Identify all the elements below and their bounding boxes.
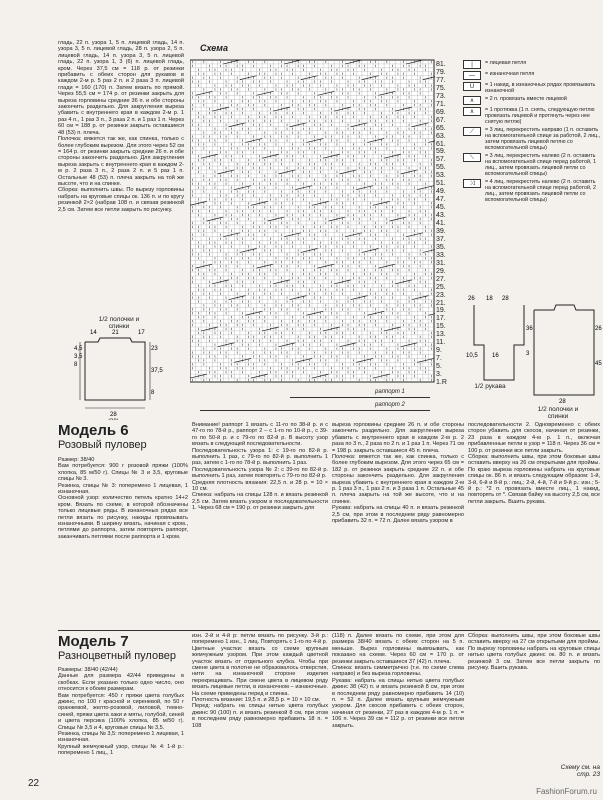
row-number: 9. — [436, 347, 442, 355]
paragraph: последовательности 2. Одновременно с обеих сторон убавить для скосов, начиная от резинки, 23 раза в каждом 4-м р. 1 п., включая прибавленные петли в узор = 118 п. Через 36 см = 100 р. от резинки все петли закрыть. — [468, 422, 600, 454]
legend-item — [463, 107, 601, 125]
dim-label: 3 — [526, 351, 530, 357]
text-column-d — [468, 422, 600, 505]
row-number: 55. — [436, 164, 446, 172]
paragraph: Цветные участки: вязать со схеме крупным жемчужным узором. При этом каждый цветной участок вязать от отдельного клубка. Чтобы при смене цвета в полотне не образовалось отверстия, нити на изнаночной стороне изделия перекрещивать. При смене цвета в лицевом ряду вязать лицевые петли, в изнаночном – изнаночные. На схеме приведены перед и спинка. — [192, 645, 328, 697]
row-number: 43. — [436, 212, 446, 220]
dim-label: 17 — [138, 330, 145, 336]
paragraph: изн. 2-й и 4-й р: петли вязать по рисунку. 3-й р.: поперемено 1 изн., 1 лиц. Повторять с 1-го по 4-й р. — [192, 633, 328, 646]
legend-symbol-icon: ⟋ — [463, 127, 481, 136]
legend-item — [463, 71, 601, 80]
paragraph: Последовательность узора № 2: с 39-го по 82-й р. выполнить 1 раз, затем повторять с 79-го по 82-й р. — [192, 466, 328, 480]
row-number: 77. — [436, 76, 446, 84]
legend-item — [463, 179, 601, 203]
paragraph: Плотность вязания: 19,5 п. и 28,5 р. = 10 × 10 см. — [192, 697, 321, 704]
model6-text-column — [58, 457, 188, 540]
row-number: 13. — [436, 331, 446, 339]
dim-label: 3,5 — [74, 354, 83, 360]
row-number: 11. — [436, 339, 446, 347]
dim-label: 37,5 — [151, 368, 163, 374]
raport-1-label: раппорт 1 — [375, 389, 405, 395]
paragraph: Вам потребуется: 450 г пряжи цвета голубых джинс, по 100 г красной и сиреневой, по 50 г оранжевой, желто-розовой, лиловой, темно-синей, пряжи цвета хаки и мяты, голубой, синей и цвета персика (100% хлопка, 85 м/50 г). Спицы № 3,5 и 4, круговые спицы № 3,5. — [58, 692, 184, 731]
dim-label: 10,5 — [466, 353, 478, 359]
text-column-e — [192, 633, 328, 729]
paragraph: Внимание! раппорт 1 вязать с 11-го по 38-й р. и с 47-го по 78-й р., раппорт 2 – с 1-го по 10-й р., с 39-го по 50-й р. и с 79-го по 82-й р. В высоту узор вязать в следующей последовательности. — [192, 422, 328, 448]
watermark: FashionForum.ru — [536, 787, 597, 796]
row-number: 79. — [436, 68, 446, 76]
model7-text-column — [58, 667, 184, 757]
row-number: 61. — [436, 140, 446, 148]
row-number: 23. — [436, 291, 446, 299]
dim-label: 28 — [502, 296, 509, 302]
dim-label: 4,5 — [74, 346, 83, 352]
dim-label — [108, 419, 119, 420]
row-number: 39. — [436, 227, 446, 235]
raport-2-line — [200, 410, 430, 411]
legend-symbol-icon: U — [463, 82, 481, 91]
legend-text: = 2 п. провязать вместе лицевой — [485, 96, 567, 102]
dim-label: 16 — [492, 353, 499, 359]
legend-text: = 1 накид, в изнаночных рядах провязывать изнаночной — [485, 82, 596, 94]
legend-symbol-icon: ∧ — [463, 107, 481, 116]
paragraph: Сборка: выполнить швы, при этом боковые швы оставить вверху на 26 см открытыми для проймы. По краю выреза горловины набрать на круговые спицы ок. 86 п. и вязать следующим образом: 1-й, 3-й, 6-й и 8-й р.: лиц.; 2-й, 4-й, 7-й и 9-й р.: изн.; 5-й р.: *2 п. провязать вместе лиц., 1 накид, повторять от *. Связав байку на высоту 2,5 см, все петли закрыть. Вшить рукава. — [468, 454, 600, 505]
paragraph: выреза горловины средние 26 п. и обе стороны закончить раздельно. Для закругления выреза убавить с внутреннего края в каждом 2-м р. 2 раза по 3 п., 2 раза по 2 п. и 1 раз 1 п. Через 71 см = 198 р. закрыть оставшиеся 45 п. плеча. — [332, 422, 464, 454]
legend-text: = 1 протяжка (1 п. снять, следующую петлю провязать лицевой и протянуть через нее снятую петлю) — [485, 107, 595, 125]
dim-label: 36 — [526, 326, 533, 332]
row-number: 41. — [436, 220, 446, 227]
paragraph: Спинка: набрать на спицы 128 п. и вязать резинкой 2,5 см. Затем вязать узором в последовательности 1. Через 68 см = 190 р. от резинки закрыть для — [192, 492, 328, 512]
row-number: 71. — [436, 100, 446, 108]
legend-text: = 3 лиц. перекрестить налево (2 п. оставить на вспомогательной спице перед работой, 1 лиц., затем провязать лицевой петли со вспомогательной спицы) — [485, 153, 596, 177]
raport-2-label: раппорт 2 — [375, 402, 405, 408]
schematic-sleeve — [464, 285, 602, 420]
row-number: 17. — [436, 315, 446, 323]
row-number: 29. — [436, 267, 446, 275]
dim-label: 28 — [110, 412, 117, 418]
dim-label: 18 — [486, 296, 493, 302]
row-number: 33. — [436, 251, 446, 259]
chart-legend — [463, 60, 601, 205]
paragraph: Вам потребуется: 900 г розовой пряжи (100% хлопка, 85 м/50 г). Спицы № 3 и 3,5, круговые спицы № 3. — [58, 463, 188, 483]
row-number: 59. — [436, 148, 446, 156]
chart-title: Схема — [200, 43, 228, 53]
dim-label: 23 — [151, 346, 158, 352]
legend-item — [463, 127, 601, 151]
schematic-front-back — [60, 320, 190, 420]
paragraph: Перед: набрать на спицы нитью цвета голубых джинс 90 (100) п. и вязать резинкой 8 см, при этом в последнем ряду равномерно прибавить 18 п. = 108 — [192, 703, 328, 729]
legend-symbol-icon: — — [463, 71, 481, 80]
text-column-c — [332, 422, 464, 525]
paragraph: (118) п. Далее вязать по схеме, при этом для размера 38/40 вязать с обеих сторон на 5 п. меньше. Вырез горловины вывязывать, как показано на схеме. Через 60 см = 170 р. от резинки закрыть оставшиеся 37 (42) п. плеча. — [332, 633, 464, 665]
row-number: 5. — [436, 363, 442, 371]
dim-label: 14 — [90, 330, 97, 336]
text-column-b — [192, 422, 328, 512]
paragraph: Рукава: набрать на спицы 40 п. и вязать резинкой 2,5 см, при этом в последнем ряду равномерно прибавить 32 п. = 72 п. Далее вязать узором в — [332, 505, 464, 525]
row-number: 21. — [436, 299, 446, 307]
dim-label: 26 — [468, 296, 475, 302]
row-number: 73. — [436, 92, 446, 100]
legend-symbol-icon: | — [463, 60, 481, 69]
text-column-g — [468, 633, 600, 671]
row-number: 49. — [436, 188, 446, 196]
paragraph: Сборка: выполнить швы. По вырезу горловины набрать на круговые спицы ок. 136 п. и по кругу резинкой 2×2 (набрав 108 п. и связав резинкой 2,5 см. Затем все петли закрыть по рисунку. — [58, 187, 184, 213]
row-number: 19. — [436, 307, 446, 315]
legend-text: = 3 лиц. перекрестить направо (1 п. оставить на вспомогательной спице за работой, 2 лиц., затем провязать лицевой петлю со вспомогательной спицы) — [485, 127, 601, 151]
dim-label: 21 — [112, 330, 119, 336]
row-number: 1.R — [436, 379, 447, 386]
paragraph: Основной узор: количество петель кратно 14+2 кром. Вязать по схеме, в которой обозначены только лицевые ряды. В изнаночных рядах все петли вязать по рисунку, накиды провязывать изнаночными. В ширину вязать, начиная с кром., петлями до раппорта, затем повторять раппорт, заканчивать петлями после раппорта и 1 кром. — [58, 495, 188, 540]
row-number: 25. — [436, 283, 446, 291]
section-divider — [58, 630, 600, 631]
legend-text: = 4 лиц. перекрестить налево (2 п. оставить на вспомогательной спице перед работой, 2 лиц., затем провязать лицевой петли со вспомогательной спицы) — [485, 179, 596, 203]
chart-reference-note: Схему см. на стр. 23 — [560, 764, 600, 778]
paragraph: Полочка: вяжется так же, как спинка, только с более глубоким вырезом. Для этого через 52 см = 164 р. от резинки закрыть средние 26 п. и обе стороны закончить раздельно. Для закругления выреза закрыть с внутреннего края в каждом 2-м р. 2 раза 3 п., 2 раза 2 п. и 5 раз 1 п. Остальные 48 (53) п. плеча закрыть на той же высоте, что и на спинке. — [58, 136, 184, 187]
paragraph: Размер: 38/40 — [58, 457, 95, 463]
legend-symbol-icon: ∧ — [463, 96, 481, 105]
diagram2-sleeve-label: 1/2 рукава — [474, 383, 506, 390]
row-number: 57. — [436, 156, 446, 164]
text-column-top-left — [58, 40, 184, 213]
dim-label: 28 — [559, 399, 566, 405]
row-number: 27. — [436, 275, 446, 283]
paragraph: Рукава: набрать на спицы нитью цвета голубых джинс 38 (42) п. и вязать резинкой 8 см, при этом в последнем ряду равномерно прибавить 14 (10) п. = 52 п. Далее вязать крупным жемчужным узором. Для скосов прибавить с обеих сторон, начиная от резинки, 27 раз в каждом 4-м р. 1 п. = 106 п. Через 39 см = 112 р. от резинки все петли закрыть. — [332, 677, 464, 729]
legend-item — [463, 60, 601, 69]
row-number: 51. — [436, 180, 446, 188]
row-number: 81. — [436, 61, 446, 68]
paragraph: Резинка, спицы № 3,5: поперемено 1 лицевая, 1 изнаночная. — [58, 731, 184, 744]
row-number: 67. — [436, 116, 446, 124]
paragraph: Спинка: вязать симметрично (т.е. по схеме слева направо) и без выреза горловины. — [332, 665, 464, 678]
model7-title: Модель 7 — [58, 633, 129, 650]
paragraph: Резинка, спицы № 3: поперемено 1 лицевая, 1 изнаночная. — [58, 482, 188, 496]
legend-item — [463, 153, 601, 177]
raport-1-line — [290, 397, 430, 398]
row-number: 47. — [436, 196, 446, 204]
row-number: 75. — [436, 84, 446, 92]
paragraph: Крупный жемчужный узор, спицы № 4: 1-й р.: поперемено 1 лиц., 1 — [58, 743, 184, 757]
model6-title: Модель 6 — [58, 422, 129, 439]
text-column-f — [332, 633, 464, 729]
model7-subtitle: Разноцветный пуловер — [58, 650, 177, 662]
row-number: 37. — [436, 235, 446, 243]
dim-label: 8 — [74, 362, 78, 368]
paragraph: Размеры: 38/40 (42/44) — [58, 667, 118, 673]
legend-symbol-icon: ⤨ — [463, 179, 481, 188]
legend-text: = лицевая петля — [485, 60, 527, 66]
diagram2-back-label: 1/2 полочки и спинки — [537, 406, 579, 420]
dim-label: 8 — [151, 390, 155, 396]
row-number: 15. — [436, 323, 446, 331]
row-number: 31. — [436, 259, 446, 267]
dim-label: 26 — [595, 326, 602, 332]
legend-item — [463, 82, 601, 94]
row-number: 63. — [436, 132, 446, 140]
legend-symbol-icon: ⟍ — [463, 153, 481, 162]
row-number: 53. — [436, 172, 446, 180]
row-number: 69. — [436, 108, 446, 116]
paragraph: Сборка: выполнить швы, при этом боковые швы оставить вверху на 27 см открытыми для проймы. По вырезу горловины набрать на круговые спицы нитью цвета голубых джинс ок. 80 п. и вязать резинкой 3 см. Затем все петли закрыть по рисунку. Вшить рукава. — [468, 633, 600, 672]
row-number: 35. — [436, 243, 446, 251]
paragraph: Средняя плотность вязания: 22,5 п. и 28 р. = 10 × 10 см. — [192, 479, 328, 493]
legend-item — [463, 96, 601, 105]
knitting-chart — [190, 48, 435, 383]
page-number: 22 — [28, 778, 40, 789]
row-number: 45. — [436, 204, 446, 212]
legend-text: = изнаночная петля — [485, 71, 535, 77]
row-number: 65. — [436, 124, 446, 132]
paragraph: гладь, 22 п. узора 1, 5 п. лицевой гладь, 14 п. узора 3, 5 п. лицевой гладь, 28 п. узора 2, 5 п. лицевой гладь, 14 п. узора 3, 5 п. лицевой гладь, 22 п. узора 1, 3 (6) п. лицевой гладь, кром. Через 37,5 см = 118 р. от резинки прибавить с обеих сторон для рукавов в каждом 2-м р. 5 раз 2 п. и 2 раза 3 п. лицевой глади = 160 (170) п. Затем вязать по прямой. Через 55,5 см = 174 р. от резинки закрыть для выреза горловины средние 36 п. и обе стороны закончить раздельно. Для закругления выреза убавить с внутреннего края в каждом 2-м р. 1 раз 4 п., 1 раз 3 п., 3 раза 2 п. и 1 раз 1 п. Через 60 см = 188 р. от резинки закрыть оставшиеся 48 (53) п. плеча. — [58, 40, 184, 136]
model6-subtitle: Розовый пуловер — [58, 439, 147, 451]
diagram1-label: 1/2 полочки и спинки — [98, 316, 140, 330]
paragraph: Последовательность узора 1: с 19-го по 82-й р. выполнить 1 раз, с 79-го по 82-й р. выполнить 1 раз, затем с 1-го по 78-й р. выполнить 1 раз. — [192, 447, 328, 467]
paragraph: Полочка: вяжется так же, как спинка, только с более глубоким вырезом. Для этого через 65 см = 182 р. от резинки закрыть средние 22 п. и обе стороны закончить раздельно. Для закругления выреза убавить с внутреннего края в каждом 2-м р. 1 раз 3 п., 1 раз 2 п. и 3 раза 1 п. Остальные 45 п. плеча закрыть на той же высоте, что и на спинке. — [332, 454, 464, 505]
row-number: 7. — [436, 355, 442, 363]
paragraph: Данные для размера 42/44 приведены в скобках. Если указано только одно число, оно относится к обоим размерам. — [58, 673, 184, 693]
row-number: 3. — [436, 371, 442, 379]
dim-label: 45 — [595, 361, 602, 367]
